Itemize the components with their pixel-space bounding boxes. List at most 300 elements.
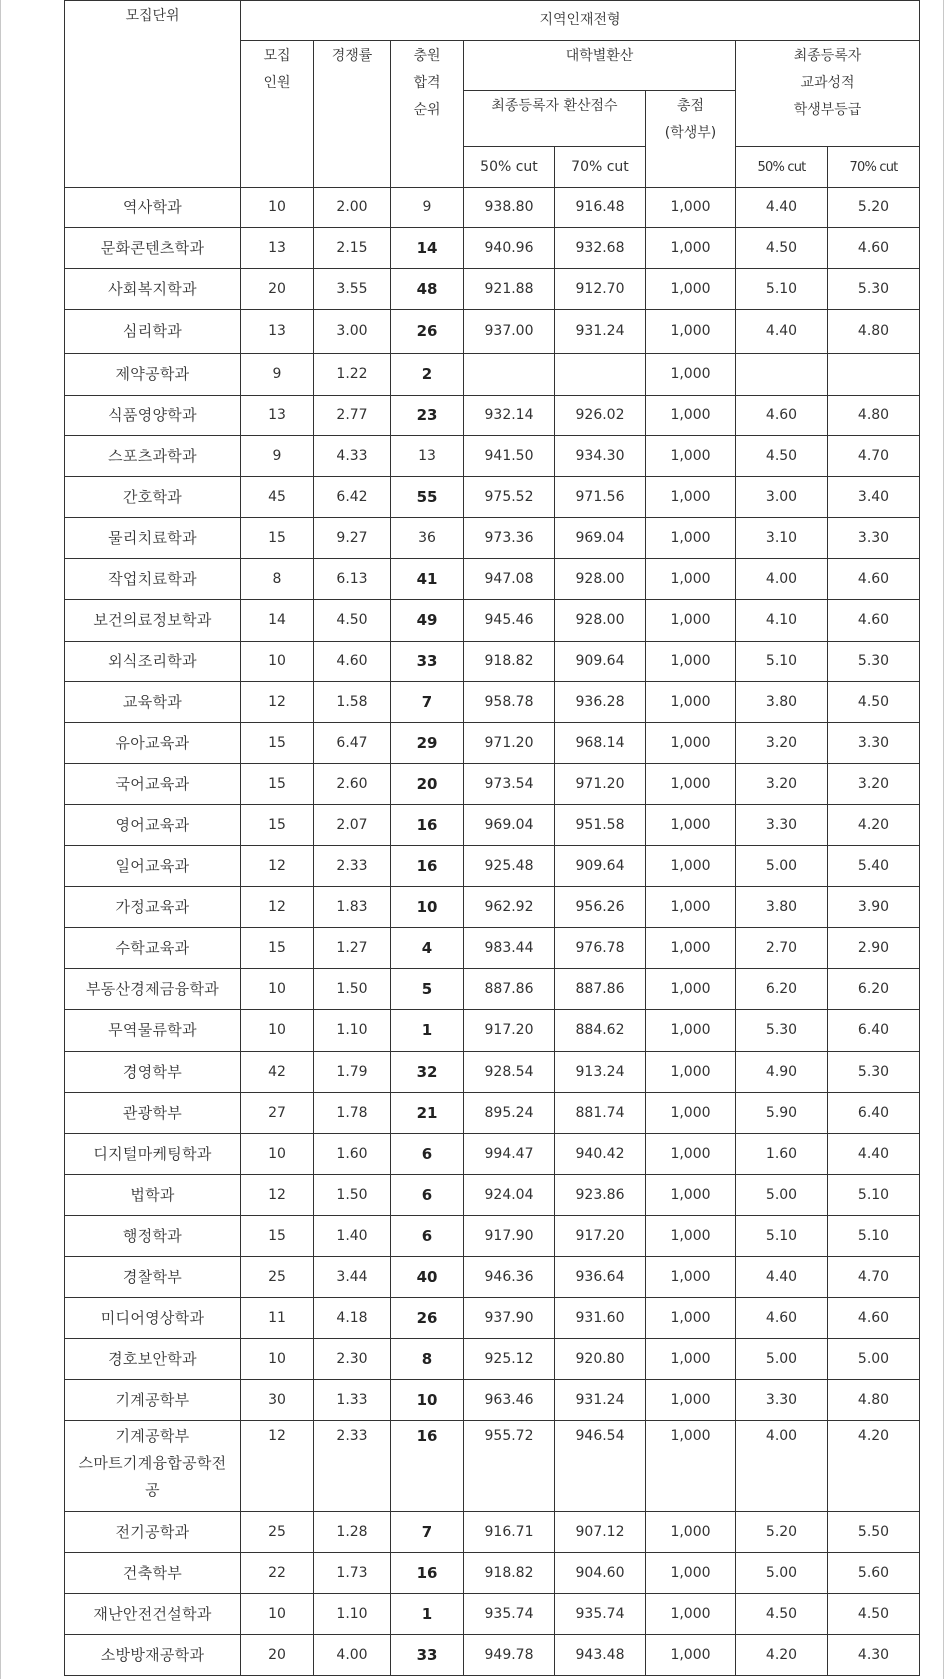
- header-competition: 경쟁률: [314, 41, 391, 188]
- header-total: 총점 (학생부): [646, 91, 736, 188]
- total-score-cell: 1,000: [646, 1380, 736, 1421]
- addition-rank-cell: 26: [391, 1298, 464, 1339]
- total-score-cell: 1,000: [646, 642, 736, 682]
- grade-70-cut-cell: 3.40: [828, 477, 920, 518]
- grade-50-cut-cell: 4.90: [736, 1052, 828, 1093]
- grade-70-cut-cell: 4.80: [828, 396, 920, 436]
- table-row: [65, 887, 920, 928]
- header-score-70-cut: 70% cut: [555, 147, 646, 188]
- table-row: [65, 188, 920, 228]
- department-name-cell: 간호학과: [65, 477, 241, 518]
- grade-50-cut-cell: 4.10: [736, 600, 828, 642]
- department-name-cell: 건축학부: [65, 1553, 241, 1594]
- department-name-cell: 유아교육과: [65, 723, 241, 764]
- grade-50-cut-cell: 3.80: [736, 887, 828, 928]
- score-50-cut-cell: 917.90: [464, 1216, 555, 1257]
- header-score-50-cut: 50% cut: [464, 147, 555, 188]
- score-50-cut-cell: [464, 354, 555, 396]
- department-name-cell: 역사학과: [65, 188, 241, 228]
- addition-rank-cell: 10: [391, 887, 464, 928]
- table-row: [65, 1553, 920, 1594]
- addition-rank-cell: 49: [391, 600, 464, 642]
- grade-50-cut-cell: 5.00: [736, 1339, 828, 1380]
- score-50-cut-cell: 940.96: [464, 228, 555, 269]
- total-score-cell: 1,000: [646, 396, 736, 436]
- grade-50-cut-cell: 5.20: [736, 1512, 828, 1553]
- competition-rate-cell: 1.33: [314, 1380, 391, 1421]
- addition-rank-cell: 8: [391, 1339, 464, 1380]
- total-score-cell: 1,000: [646, 1257, 736, 1298]
- score-70-cut-cell: 956.26: [555, 887, 646, 928]
- department-name-cell: 전기공학과: [65, 1512, 241, 1553]
- grade-50-cut-cell: 5.10: [736, 642, 828, 682]
- quota-cell: 10: [241, 969, 314, 1010]
- addition-rank-cell: 13: [391, 436, 464, 477]
- score-50-cut-cell: 963.46: [464, 1380, 555, 1421]
- department-name-cell: 디지털마케팅학과: [65, 1134, 241, 1175]
- score-50-cut-cell: 983.44: [464, 928, 555, 969]
- score-50-cut-cell: 973.54: [464, 764, 555, 805]
- total-score-cell: 1,000: [646, 1216, 736, 1257]
- score-70-cut-cell: 968.14: [555, 723, 646, 764]
- quota-cell: 15: [241, 518, 314, 559]
- grade-50-cut-cell: 4.00: [736, 559, 828, 600]
- quota-cell: 10: [241, 642, 314, 682]
- total-score-cell: 1,000: [646, 846, 736, 887]
- score-50-cut-cell: 971.20: [464, 723, 555, 764]
- grade-70-cut-cell: 5.40: [828, 846, 920, 887]
- grade-50-cut-cell: 5.10: [736, 1216, 828, 1257]
- table-row: [65, 1175, 920, 1216]
- score-50-cut-cell: 925.12: [464, 1339, 555, 1380]
- quota-cell: 30: [241, 1380, 314, 1421]
- quota-cell: 13: [241, 396, 314, 436]
- quota-cell: 15: [241, 805, 314, 846]
- department-name-cell: 무역물류학과: [65, 1010, 241, 1052]
- grade-70-cut-cell: 3.90: [828, 887, 920, 928]
- competition-rate-cell: 3.44: [314, 1257, 391, 1298]
- page-edge-left: [0, 0, 1, 1679]
- header-unit: 모집단위: [65, 1, 241, 188]
- quota-cell: 12: [241, 846, 314, 887]
- score-70-cut-cell: 936.64: [555, 1257, 646, 1298]
- addition-rank-cell: 6: [391, 1175, 464, 1216]
- table-row: [65, 1052, 920, 1093]
- department-name-cell: 수학교육과: [65, 928, 241, 969]
- addition-rank-cell: 4: [391, 928, 464, 969]
- competition-rate-cell: 2.15: [314, 228, 391, 269]
- department-name-cell: 경영학부: [65, 1052, 241, 1093]
- header-grade-70-cut: 70% cut: [828, 147, 920, 188]
- addition-rank-cell: 7: [391, 1512, 464, 1553]
- competition-rate-cell: 1.78: [314, 1093, 391, 1134]
- grade-50-cut-cell: 5.90: [736, 1093, 828, 1134]
- table-row: [65, 396, 920, 436]
- score-50-cut-cell: 975.52: [464, 477, 555, 518]
- table-row: [65, 269, 920, 310]
- total-score-cell: 1,000: [646, 1175, 736, 1216]
- total-score-cell: 1,000: [646, 1010, 736, 1052]
- score-70-cut-cell: 881.74: [555, 1093, 646, 1134]
- department-name-cell: 제약공학과: [65, 354, 241, 396]
- score-70-cut-cell: 904.60: [555, 1553, 646, 1594]
- total-score-cell: 1,000: [646, 188, 736, 228]
- quota-cell: 12: [241, 1421, 314, 1512]
- department-name-cell: 법학과: [65, 1175, 241, 1216]
- grade-50-cut-cell: 5.10: [736, 269, 828, 310]
- table-row: [65, 1635, 920, 1676]
- competition-rate-cell: 4.00: [314, 1635, 391, 1676]
- addition-rank-cell: 16: [391, 1553, 464, 1594]
- department-name-cell: 영어교육과: [65, 805, 241, 846]
- total-score-cell: 1,000: [646, 354, 736, 396]
- header-grade-50-cut: 50% cut: [736, 147, 828, 188]
- total-score-cell: 1,000: [646, 928, 736, 969]
- table-row: [65, 969, 920, 1010]
- department-name-cell: 스포츠과학과: [65, 436, 241, 477]
- score-50-cut-cell: 921.88: [464, 269, 555, 310]
- competition-rate-cell: 9.27: [314, 518, 391, 559]
- grade-50-cut-cell: 4.20: [736, 1635, 828, 1676]
- score-70-cut-cell: 932.68: [555, 228, 646, 269]
- competition-rate-cell: 1.40: [314, 1216, 391, 1257]
- competition-rate-cell: 1.10: [314, 1594, 391, 1635]
- score-70-cut-cell: 909.64: [555, 846, 646, 887]
- competition-rate-cell: 1.27: [314, 928, 391, 969]
- addition-rank-cell: 40: [391, 1257, 464, 1298]
- competition-rate-cell: 1.28: [314, 1512, 391, 1553]
- score-50-cut-cell: 938.80: [464, 188, 555, 228]
- grade-50-cut-cell: 2.70: [736, 928, 828, 969]
- quota-cell: 20: [241, 1635, 314, 1676]
- total-score-cell: 1,000: [646, 1093, 736, 1134]
- quota-cell: 27: [241, 1093, 314, 1134]
- grade-70-cut-cell: [828, 354, 920, 396]
- department-name-cell: 국어교육과: [65, 764, 241, 805]
- grade-70-cut-cell: 3.20: [828, 764, 920, 805]
- competition-rate-cell: 6.13: [314, 559, 391, 600]
- grade-70-cut-cell: 4.60: [828, 228, 920, 269]
- addition-rank-cell: 6: [391, 1216, 464, 1257]
- grade-50-cut-cell: 4.60: [736, 396, 828, 436]
- grade-50-cut-cell: 3.30: [736, 805, 828, 846]
- addition-rank-cell: 32: [391, 1052, 464, 1093]
- score-70-cut-cell: 923.86: [555, 1175, 646, 1216]
- score-70-cut-cell: 909.64: [555, 642, 646, 682]
- score-50-cut-cell: 928.54: [464, 1052, 555, 1093]
- department-name-cell: 문화콘텐츠학과: [65, 228, 241, 269]
- total-score-cell: 1,000: [646, 1052, 736, 1093]
- table-row: [65, 477, 920, 518]
- total-score-cell: 1,000: [646, 764, 736, 805]
- grade-70-cut-cell: 5.30: [828, 642, 920, 682]
- grade-70-cut-cell: 4.70: [828, 1257, 920, 1298]
- quota-cell: 8: [241, 559, 314, 600]
- table-row: [65, 354, 920, 396]
- department-name-cell: 외식조리학과: [65, 642, 241, 682]
- score-50-cut-cell: 937.00: [464, 310, 555, 354]
- table-row: [65, 1093, 920, 1134]
- score-50-cut-cell: 958.78: [464, 682, 555, 723]
- competition-rate-cell: 2.33: [314, 846, 391, 887]
- table-row: [65, 928, 920, 969]
- department-name-cell: 기계공학부: [65, 1380, 241, 1421]
- department-name-cell: 경호보안학과: [65, 1339, 241, 1380]
- score-70-cut-cell: 928.00: [555, 559, 646, 600]
- addition-rank-cell: 1: [391, 1010, 464, 1052]
- grade-50-cut-cell: 1.60: [736, 1134, 828, 1175]
- total-score-cell: 1,000: [646, 969, 736, 1010]
- grade-50-cut-cell: 3.80: [736, 682, 828, 723]
- department-name-cell: 행정학과: [65, 1216, 241, 1257]
- score-70-cut-cell: 943.48: [555, 1635, 646, 1676]
- table-row: [65, 228, 920, 269]
- score-50-cut-cell: 925.48: [464, 846, 555, 887]
- department-name-cell: 경찰학부: [65, 1257, 241, 1298]
- grade-50-cut-cell: 5.00: [736, 1175, 828, 1216]
- competition-rate-cell: 6.47: [314, 723, 391, 764]
- grade-70-cut-cell: 6.40: [828, 1010, 920, 1052]
- addition-rank-cell: 33: [391, 642, 464, 682]
- table-row: [65, 559, 920, 600]
- quota-cell: 12: [241, 1175, 314, 1216]
- quota-cell: 45: [241, 477, 314, 518]
- grade-70-cut-cell: 4.60: [828, 559, 920, 600]
- total-score-cell: 1,000: [646, 436, 736, 477]
- total-score-cell: 1,000: [646, 1298, 736, 1339]
- total-score-cell: 1,000: [646, 310, 736, 354]
- grade-70-cut-cell: 4.80: [828, 1380, 920, 1421]
- grade-70-cut-cell: 5.30: [828, 269, 920, 310]
- competition-rate-cell: 1.73: [314, 1553, 391, 1594]
- score-70-cut-cell: 940.42: [555, 1134, 646, 1175]
- grade-50-cut-cell: 4.60: [736, 1298, 828, 1339]
- quota-cell: 10: [241, 1134, 314, 1175]
- table-row: [65, 723, 920, 764]
- score-70-cut-cell: 971.20: [555, 764, 646, 805]
- total-score-cell: 1,000: [646, 228, 736, 269]
- score-50-cut-cell: 994.47: [464, 1134, 555, 1175]
- header-group: 지역인재전형: [241, 1, 920, 41]
- competition-rate-cell: 3.00: [314, 310, 391, 354]
- quota-cell: 12: [241, 887, 314, 928]
- department-name-cell: 심리학과: [65, 310, 241, 354]
- department-name-cell: 작업치료학과: [65, 559, 241, 600]
- quota-cell: 10: [241, 188, 314, 228]
- competition-rate-cell: 2.00: [314, 188, 391, 228]
- score-70-cut-cell: 926.02: [555, 396, 646, 436]
- grade-50-cut-cell: 4.00: [736, 1421, 828, 1512]
- grade-70-cut-cell: 4.20: [828, 1421, 920, 1512]
- total-score-cell: 1,000: [646, 1594, 736, 1635]
- department-name-cell: 재난안전건설학과: [65, 1594, 241, 1635]
- quota-cell: 11: [241, 1298, 314, 1339]
- grade-70-cut-cell: 4.40: [828, 1134, 920, 1175]
- score-50-cut-cell: 924.04: [464, 1175, 555, 1216]
- department-name-cell: 보건의료정보학과: [65, 600, 241, 642]
- score-70-cut-cell: 916.48: [555, 188, 646, 228]
- competition-rate-cell: 4.33: [314, 436, 391, 477]
- department-name-cell: 사회복지학과: [65, 269, 241, 310]
- addition-rank-cell: 21: [391, 1093, 464, 1134]
- grade-50-cut-cell: 3.10: [736, 518, 828, 559]
- table-row: [65, 600, 920, 642]
- grade-70-cut-cell: 5.50: [828, 1512, 920, 1553]
- table-row: [65, 1339, 920, 1380]
- grade-70-cut-cell: 3.30: [828, 518, 920, 559]
- total-score-cell: 1,000: [646, 1635, 736, 1676]
- score-70-cut-cell: 951.58: [555, 805, 646, 846]
- quota-cell: 20: [241, 269, 314, 310]
- quota-cell: 15: [241, 1216, 314, 1257]
- table-row: [65, 1216, 920, 1257]
- table-row: [65, 805, 920, 846]
- score-50-cut-cell: 932.14: [464, 396, 555, 436]
- total-score-cell: 1,000: [646, 805, 736, 846]
- score-70-cut-cell: 917.20: [555, 1216, 646, 1257]
- quota-cell: 22: [241, 1553, 314, 1594]
- table-row: [65, 1134, 920, 1175]
- addition-rank-cell: 16: [391, 1421, 464, 1512]
- addition-rank-cell: 10: [391, 1380, 464, 1421]
- competition-rate-cell: 2.60: [314, 764, 391, 805]
- grade-70-cut-cell: 4.30: [828, 1635, 920, 1676]
- grade-50-cut-cell: 6.20: [736, 969, 828, 1010]
- grade-70-cut-cell: 5.60: [828, 1553, 920, 1594]
- score-70-cut-cell: 971.56: [555, 477, 646, 518]
- total-score-cell: 1,000: [646, 477, 736, 518]
- addition-rank-cell: 16: [391, 846, 464, 887]
- competition-rate-cell: 1.79: [314, 1052, 391, 1093]
- grade-50-cut-cell: [736, 354, 828, 396]
- addition-rank-cell: 9: [391, 188, 464, 228]
- table-row: [65, 682, 920, 723]
- header-quota: 모집 인원: [241, 41, 314, 188]
- addition-rank-cell: 20: [391, 764, 464, 805]
- score-70-cut-cell: 934.30: [555, 436, 646, 477]
- grade-70-cut-cell: 2.90: [828, 928, 920, 969]
- score-50-cut-cell: 949.78: [464, 1635, 555, 1676]
- total-score-cell: 1,000: [646, 600, 736, 642]
- score-50-cut-cell: 955.72: [464, 1421, 555, 1512]
- addition-rank-cell: 48: [391, 269, 464, 310]
- total-score-cell: 1,000: [646, 559, 736, 600]
- score-50-cut-cell: 918.82: [464, 1553, 555, 1594]
- table-header: [65, 1, 920, 188]
- score-50-cut-cell: 937.90: [464, 1298, 555, 1339]
- score-70-cut-cell: [555, 354, 646, 396]
- competition-rate-cell: 1.83: [314, 887, 391, 928]
- table-row: [65, 1298, 920, 1339]
- addition-rank-cell: 5: [391, 969, 464, 1010]
- quota-cell: 9: [241, 436, 314, 477]
- total-score-cell: 1,000: [646, 1421, 736, 1512]
- score-50-cut-cell: 916.71: [464, 1512, 555, 1553]
- grade-70-cut-cell: 5.20: [828, 188, 920, 228]
- grade-50-cut-cell: 3.30: [736, 1380, 828, 1421]
- total-score-cell: 1,000: [646, 1512, 736, 1553]
- competition-rate-cell: 1.50: [314, 1175, 391, 1216]
- grade-70-cut-cell: 4.60: [828, 600, 920, 642]
- addition-rank-cell: 23: [391, 396, 464, 436]
- addition-rank-cell: 16: [391, 805, 464, 846]
- score-50-cut-cell: 941.50: [464, 436, 555, 477]
- score-50-cut-cell: 918.82: [464, 642, 555, 682]
- competition-rate-cell: 2.07: [314, 805, 391, 846]
- grade-70-cut-cell: 6.20: [828, 969, 920, 1010]
- quota-cell: 10: [241, 1339, 314, 1380]
- total-score-cell: 1,000: [646, 682, 736, 723]
- table-row: [65, 1594, 920, 1635]
- total-score-cell: 1,000: [646, 1553, 736, 1594]
- competition-rate-cell: 4.18: [314, 1298, 391, 1339]
- score-70-cut-cell: 931.24: [555, 310, 646, 354]
- addition-rank-cell: 41: [391, 559, 464, 600]
- quota-cell: 15: [241, 928, 314, 969]
- score-70-cut-cell: 907.12: [555, 1512, 646, 1553]
- total-score-cell: 1,000: [646, 518, 736, 559]
- table-row: [65, 764, 920, 805]
- quota-cell: 13: [241, 310, 314, 354]
- competition-rate-cell: 1.10: [314, 1010, 391, 1052]
- table-row: [65, 1512, 920, 1553]
- grade-70-cut-cell: 5.10: [828, 1216, 920, 1257]
- addition-rank-cell: 6: [391, 1134, 464, 1175]
- score-70-cut-cell: 976.78: [555, 928, 646, 969]
- competition-rate-cell: 2.30: [314, 1339, 391, 1380]
- score-50-cut-cell: 895.24: [464, 1093, 555, 1134]
- grade-70-cut-cell: 4.50: [828, 682, 920, 723]
- table-row: [65, 1010, 920, 1052]
- grade-70-cut-cell: 4.50: [828, 1594, 920, 1635]
- score-50-cut-cell: 946.36: [464, 1257, 555, 1298]
- table-row: [65, 436, 920, 477]
- grade-50-cut-cell: 3.20: [736, 764, 828, 805]
- grade-50-cut-cell: 5.30: [736, 1010, 828, 1052]
- score-50-cut-cell: 945.46: [464, 600, 555, 642]
- score-70-cut-cell: 913.24: [555, 1052, 646, 1093]
- total-score-cell: 1,000: [646, 887, 736, 928]
- grade-70-cut-cell: 5.00: [828, 1339, 920, 1380]
- grade-50-cut-cell: 5.00: [736, 846, 828, 887]
- score-70-cut-cell: 884.62: [555, 1010, 646, 1052]
- grade-50-cut-cell: 4.40: [736, 188, 828, 228]
- score-50-cut-cell: 935.74: [464, 1594, 555, 1635]
- department-name-cell: 식품영양학과: [65, 396, 241, 436]
- total-score-cell: 1,000: [646, 1134, 736, 1175]
- table-row: [65, 518, 920, 559]
- header-univ-conversion: 대학별환산: [464, 41, 736, 91]
- competition-rate-cell: 1.60: [314, 1134, 391, 1175]
- table-row: [65, 642, 920, 682]
- header-addition-rank: 충원 합격 순위: [391, 41, 464, 188]
- score-50-cut-cell: 969.04: [464, 805, 555, 846]
- table-body: [65, 188, 920, 1676]
- grade-70-cut-cell: 4.80: [828, 310, 920, 354]
- quota-cell: 25: [241, 1512, 314, 1553]
- admission-results-table: [64, 0, 920, 1676]
- competition-rate-cell: 1.58: [314, 682, 391, 723]
- grade-70-cut-cell: 4.70: [828, 436, 920, 477]
- grade-70-cut-cell: 5.30: [828, 1052, 920, 1093]
- grade-50-cut-cell: 5.00: [736, 1553, 828, 1594]
- department-name-cell: 소방방재공학과: [65, 1635, 241, 1676]
- grade-50-cut-cell: 4.50: [736, 1594, 828, 1635]
- table-row: [65, 1380, 920, 1421]
- addition-rank-cell: 26: [391, 310, 464, 354]
- grade-50-cut-cell: 4.50: [736, 228, 828, 269]
- grade-50-cut-cell: 4.50: [736, 436, 828, 477]
